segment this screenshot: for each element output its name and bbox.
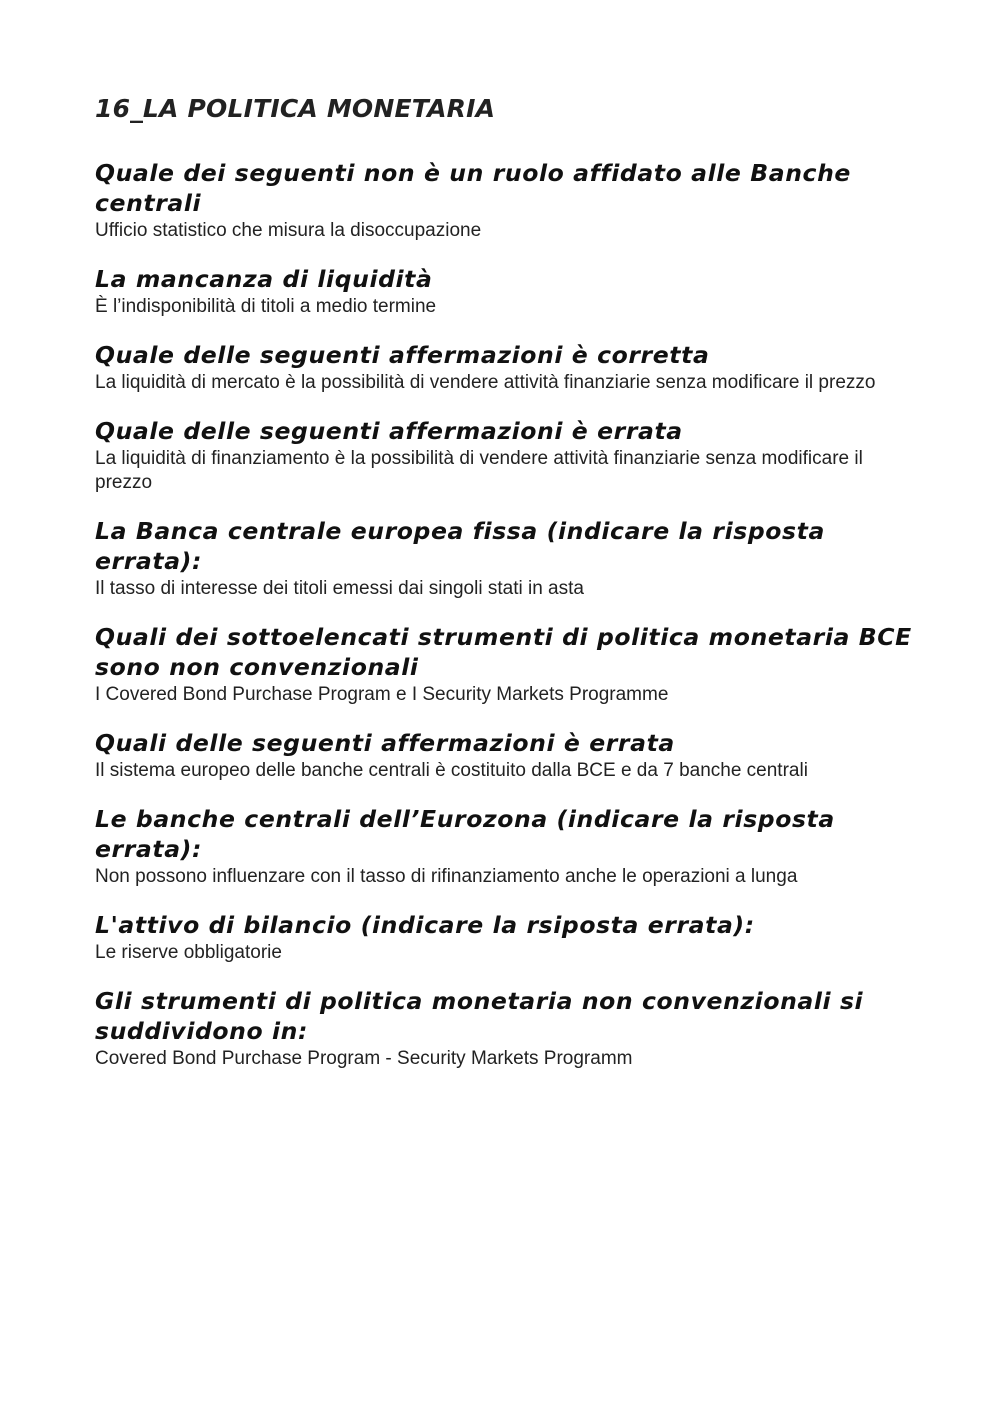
- qa-item-10: [95, 986, 915, 1071]
- question: Quale dei seguenti non è un ruolo affidato alle Banche centrali: [95, 159, 851, 217]
- answer: Le riserve obbligatorie: [95, 942, 282, 963]
- qa-item-1: [95, 158, 915, 243]
- answer: I Covered Bond Purchase Program e I Security Markets Programme: [95, 684, 669, 705]
- question: Quali dei sottoelencati strumenti di politica monetaria BCE sono non convenzionali: [95, 623, 912, 681]
- answer: Il tasso di interesse dei titoli emessi dai singoli stati in asta: [95, 578, 584, 599]
- qa-item-2: [95, 264, 915, 319]
- answer: Ufficio statistico che misura la disoccupazione: [95, 220, 482, 241]
- question: La Banca centrale europea fissa (indicare la risposta errata):: [95, 517, 825, 575]
- document-page: [95, 92, 915, 1092]
- question: Quale delle seguenti affermazioni è corretta: [95, 341, 710, 369]
- answer: Il sistema europeo delle banche centrali è costituito dalla BCE e da 7 banche centrali: [95, 760, 808, 781]
- answer: La liquidità di finanziamento è la possibilità di vendere attività finanziarie senza modificare il prezzo: [95, 448, 863, 493]
- answer: La liquidità di mercato è la possibilità di vendere attività finanziarie senza modificare il prezzo: [95, 372, 876, 393]
- question: Le banche centrali dell’Eurozona (indicare la risposta errata):: [95, 805, 835, 863]
- question: Quale delle seguenti affermazioni è errata: [95, 417, 683, 445]
- answer: Non possono influenzare con il tasso di rifinanziamento anche le operazioni a lunga: [95, 866, 798, 887]
- qa-item-9: [95, 910, 915, 965]
- question: L'attivo di bilancio (indicare la rsiposta errata):: [95, 911, 755, 939]
- question: Gli strumenti di politica monetaria non convenzionali si suddividono in:: [95, 987, 864, 1045]
- qa-item-3: [95, 340, 915, 395]
- qa-item-6: [95, 622, 915, 707]
- qa-item-8: [95, 804, 915, 889]
- answer: Covered Bond Purchase Program - Security Markets Programm: [95, 1048, 633, 1069]
- question: Quali delle seguenti affermazioni è errata: [95, 729, 675, 757]
- page-title: 16_LA POLITICA MONETARIA: [95, 94, 496, 123]
- qa-item-4: [95, 416, 915, 495]
- qa-item-7: [95, 728, 915, 783]
- answer: È l’indisponibilità di titoli a medio termine: [95, 296, 437, 317]
- question: La mancanza di liquidità: [95, 265, 433, 293]
- qa-item-5: [95, 516, 915, 601]
